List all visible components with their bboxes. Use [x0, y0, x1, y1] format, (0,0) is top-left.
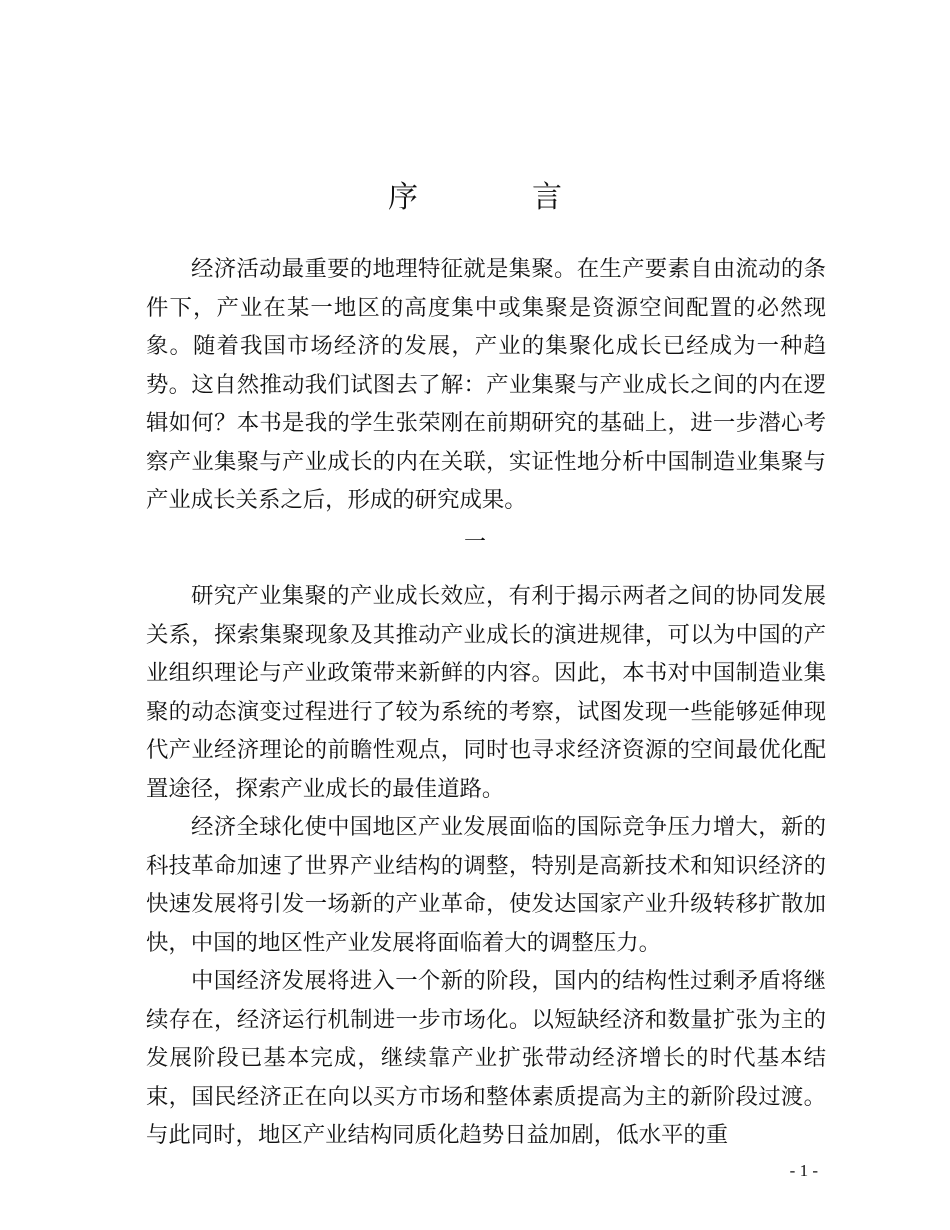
page-title: 序 言	[388, 180, 604, 215]
paragraph-globalization: 经济全球化使中国地区产业发展面临的国际竞争压力增大，新的科技革命加速了世界产业结构的调整，特别是高新技术和知识经济的快速发展将引发一场新的产业革命，使发达国家产业升级转移扩散加快，中国的地区性产业发展将面临着大的调整压力。	[146, 814, 826, 956]
page-number: - 1 -	[789, 1161, 818, 1180]
paragraph-research-significance: 研究产业集聚的产业成长效应，有利于揭示两者之间的协同发展关系，探索集聚现象及其推动产业成长的演进规律，可以为中国的产业组织理论与产业政策带来新鲜的内容。因此，本书对中国制造业集聚的动态演变过程进行了较为系统的考察，试图发现一些能够延伸现代产业经济理论的前瞻性观点，同时也寻求经济资源的空间最优化配置途径，探索产业成长的最佳道路。	[146, 583, 826, 802]
section-marker: 一	[463, 530, 486, 555]
paragraph-intro: 经济活动最重要的地理特征就是集聚。在生产要素自由流动的条件下，产业在某一地区的高度集中或集聚是资源空间配置的必然现象。随着我国市场经济的发展，产业的集聚化成长已经成为一种趋势。这自然推动我们试图去了解：产业集聚与产业成长之间的内在逻辑如何？本书是我的学生张荣刚在前期研究的基础上，进一步潜心考察产业集聚与产业成长的内在关联，实证性地分析中国制造业集聚与产业成长关系之后，形成的研究成果。	[146, 256, 826, 513]
paragraph-new-stage: 中国经济发展将进入一个新的阶段，国内的结构性过剩矛盾将继续存在，经济运行机制进一步市场化。以短缺经济和数量扩张为主的发展阶段已基本完成，继续靠产业扩张带动经济增长的时代基本结束，国民经济正在向以买方市场和整体素质提高为主的新阶段过渡。与此同时，地区产业结构同质化趋势日益加剧，低水平的重	[146, 968, 826, 1148]
